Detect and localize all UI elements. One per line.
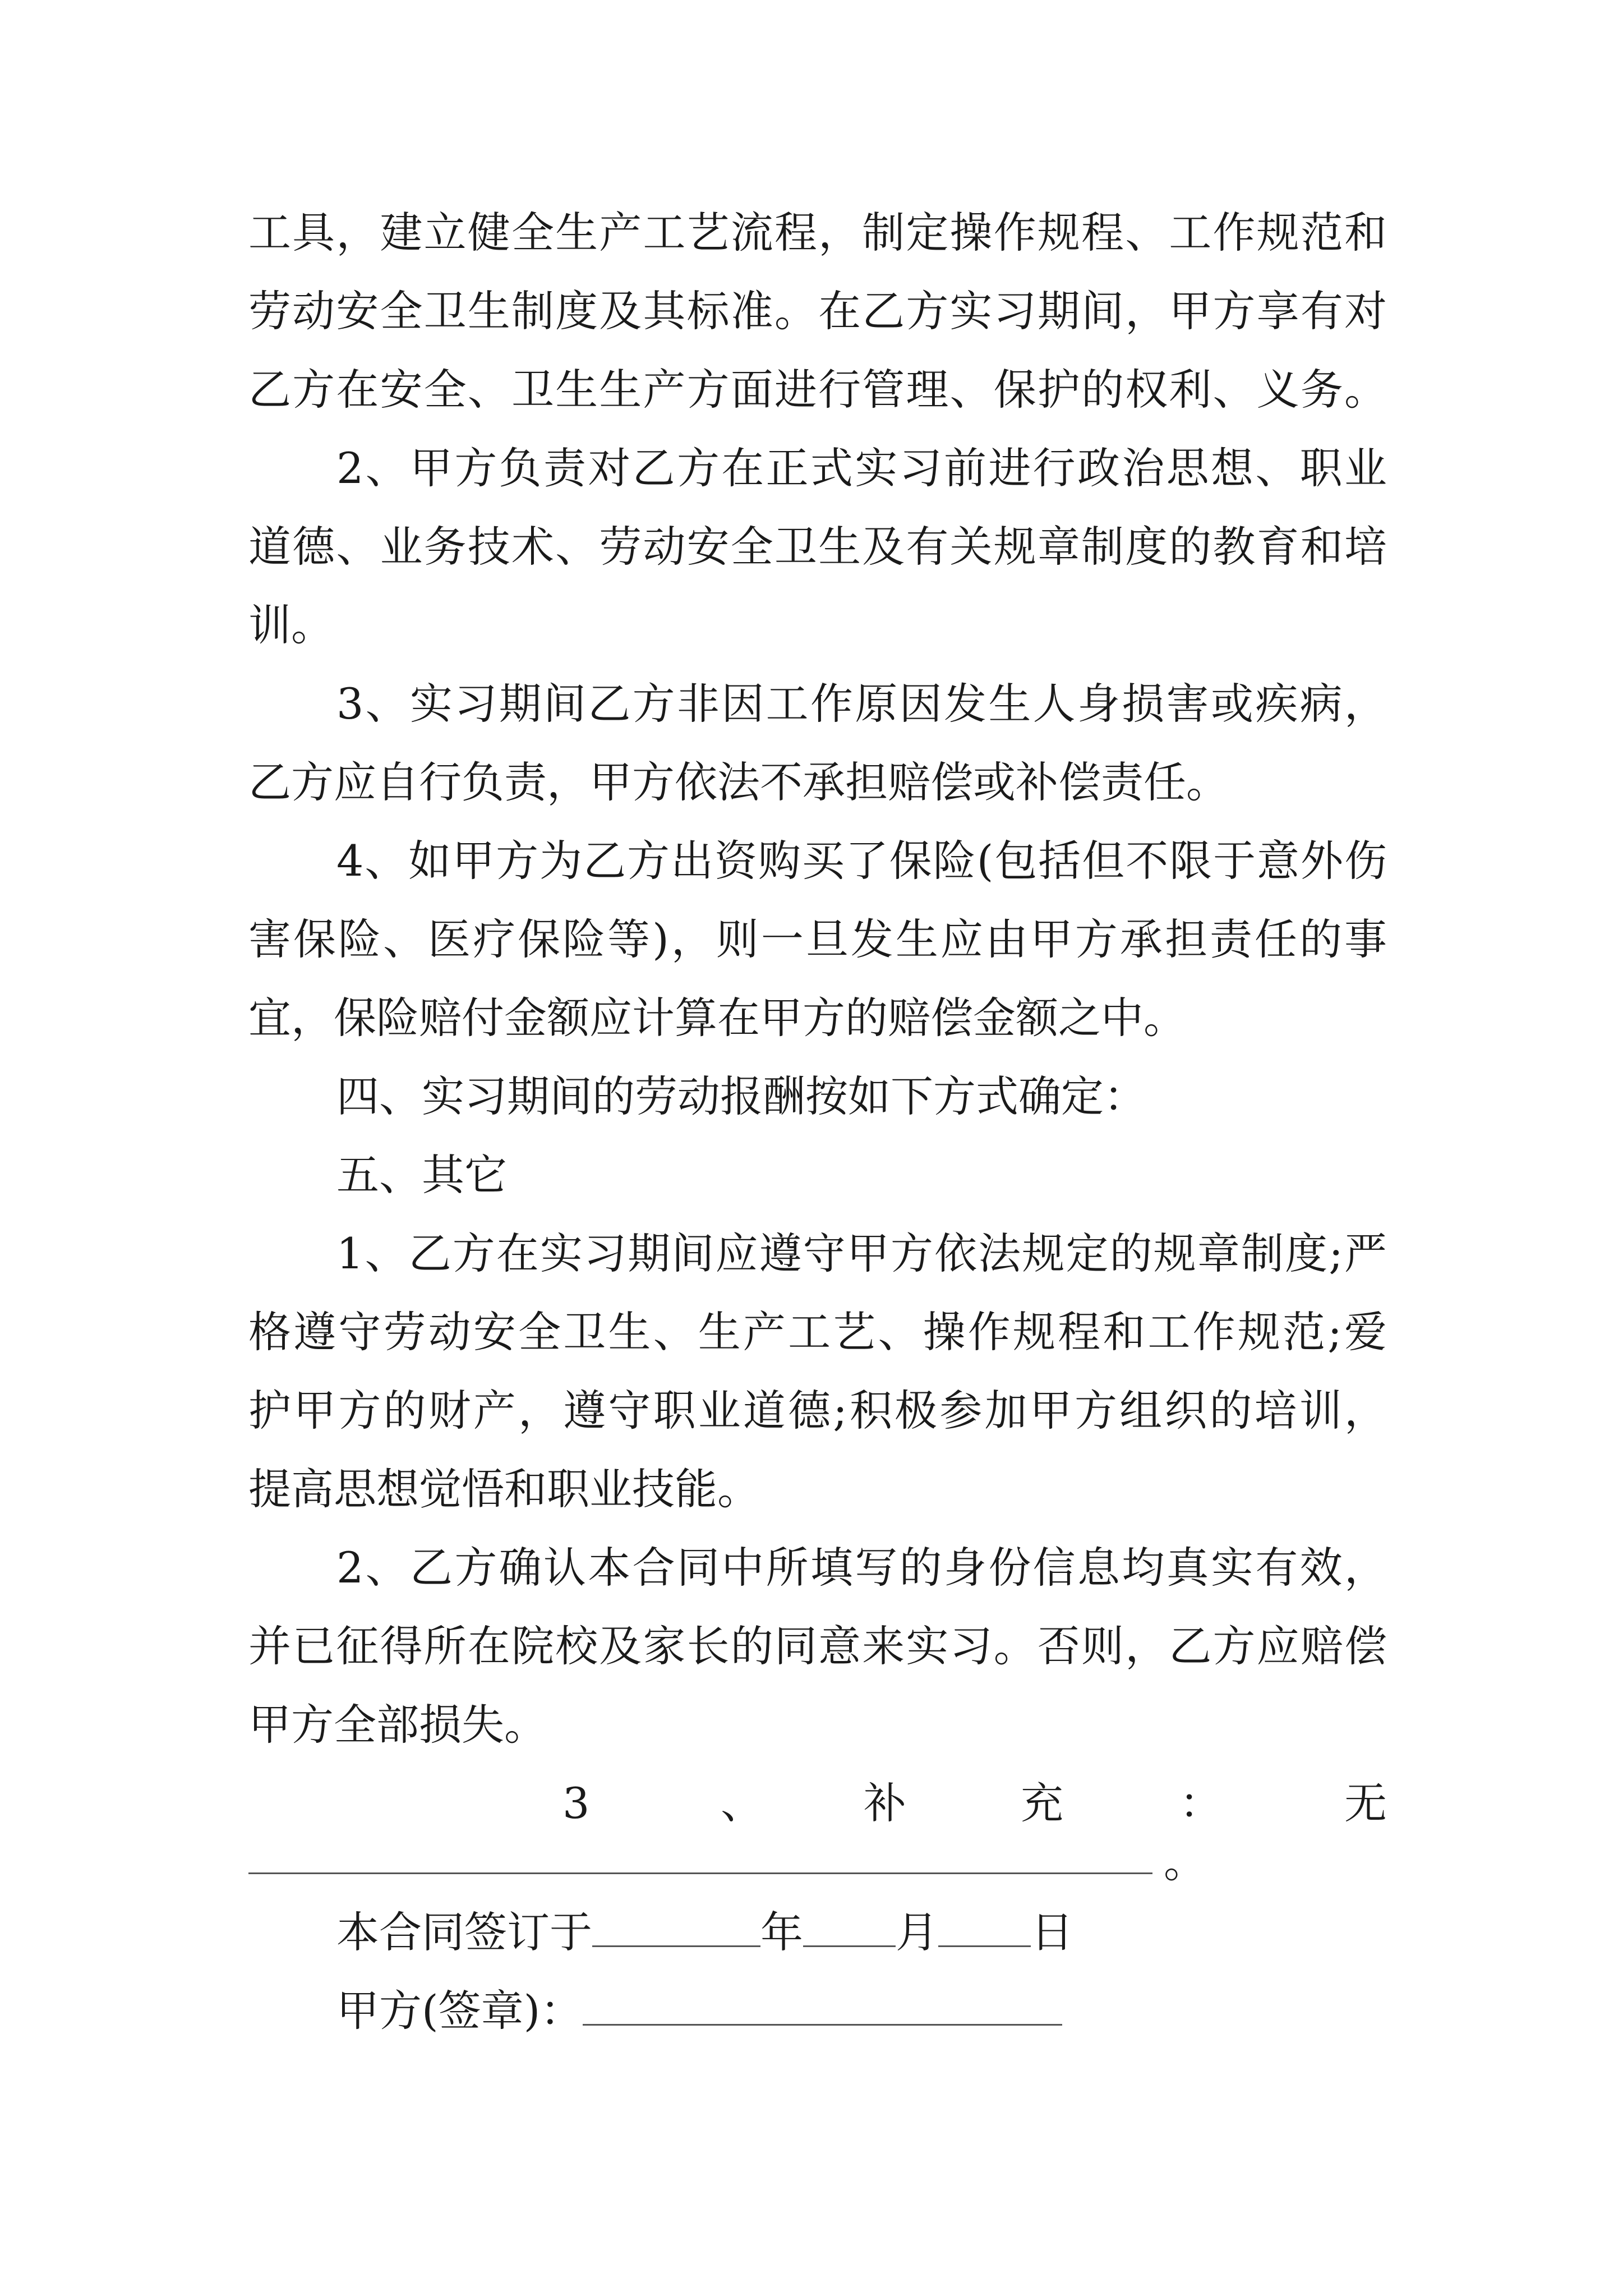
supplement-separator: 、 <box>721 1778 763 1828</box>
paragraph-line: 宜，保险赔付金额应计算在甲方的赔偿金额之中。 <box>248 993 1186 1043</box>
signing-date-prefix: 本合同签订于 <box>336 1907 592 1957</box>
paragraph-line: 甲方全部损失。 <box>248 1700 547 1750</box>
supplement-value: 无 <box>1344 1778 1387 1828</box>
supplement-char: 补 <box>864 1778 906 1828</box>
month-label: 月 <box>896 1907 938 1957</box>
paragraph-line: 4、如甲方为乙方出资购买了保险(包括但不限于意外伤 <box>336 836 1387 886</box>
paragraph-line: 2、乙方确认本合同中所填写的身份信息均真实有效， <box>336 1543 1387 1593</box>
paragraph-line: 并已征得所在院校及家长的同意来实习。否则，乙方应赔偿 <box>248 1621 1387 1671</box>
section-heading: 五、其它 <box>336 1150 507 1200</box>
paragraph-line: 1、乙方在实习期间应遵守甲方依法规定的规章制度;严 <box>336 1228 1387 1278</box>
paragraph-line: 乙方应自行负责，甲方依法不承担赔偿或补偿责任。 <box>248 757 1229 807</box>
year-label: 年 <box>760 1907 803 1957</box>
paragraph-line: 训。 <box>248 600 334 650</box>
paragraph-line: 害保险、医疗保险等)，则一旦发生应由甲方承担责任的事 <box>248 914 1387 964</box>
paragraph-line: 道德、业务技术、劳动安全卫生及有关规章制度的教育和培 <box>248 522 1387 572</box>
paragraph-line: 3、实习期间乙方非因工作原因发生人身损害或疾病， <box>336 679 1387 729</box>
paragraph-line: 格遵守劳动安全卫生、生产工艺、操作规程和工作规范;爱 <box>248 1307 1387 1357</box>
signing-date-line <box>336 1899 1234 1966</box>
month-blank[interactable] <box>803 1912 896 1947</box>
paragraph-line: 护甲方的财产，遵守职业道德;积极参加甲方组织的培训， <box>248 1386 1387 1435</box>
day-label: 日 <box>1031 1907 1073 1957</box>
paragraph-line: 劳动安全卫生制度及其标准。在乙方实习期间，甲方享有对 <box>248 286 1387 336</box>
party-a-signature-blank[interactable] <box>583 1990 1062 2026</box>
paragraph-line: 2、甲方负责对乙方在正式实习前进行政治思想、职业 <box>336 443 1387 493</box>
year-blank[interactable] <box>592 1912 760 1947</box>
section-heading: 四、实习期间的劳动报酬按如下方式确定： <box>336 1071 1146 1121</box>
paragraph-line: 工具，建立健全生产工艺流程，制定操作规程、工作规范和 <box>248 208 1387 257</box>
supplement-end-mark: 。 <box>1164 1837 1206 1887</box>
paragraph-line: 提高思想觉悟和职业技能。 <box>248 1464 760 1514</box>
supplement-colon: ： <box>1179 1778 1222 1828</box>
party-a-label: 甲方(签章)： <box>336 1986 583 2036</box>
party-a-signature-line <box>336 1977 1234 2045</box>
supplement-blank-line[interactable] <box>248 1872 1152 1874</box>
supplement-line <box>248 1770 1387 1837</box>
day-blank[interactable] <box>938 1912 1031 1947</box>
supplement-char: 充 <box>1021 1778 1063 1828</box>
supplement-number: 3 <box>562 1778 590 1828</box>
paragraph-line: 乙方在安全、卫生生产方面进行管理、保护的权利、义务。 <box>248 365 1387 415</box>
